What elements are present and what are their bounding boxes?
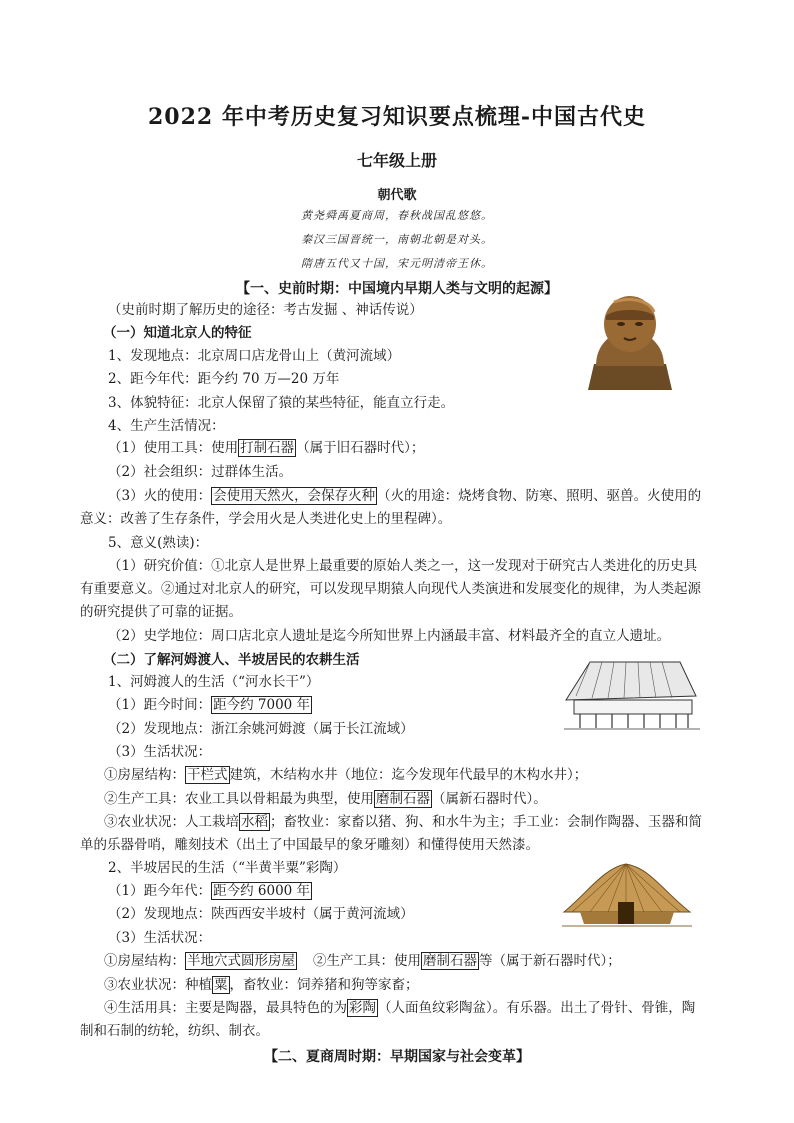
text: ②生产工具：使用 — [313, 953, 421, 969]
text: ，畜牧业：饲养猪和狗等家畜； — [229, 977, 419, 993]
section-heading: 【一、史前时期：中国境内早期人类与文明的起源】 — [236, 281, 558, 297]
text: （1）距今时间： — [108, 697, 212, 713]
peking-man-bust-image — [574, 294, 686, 394]
paragraph — [104, 812, 702, 832]
part1-title: （一）知道北京人的特征 — [103, 325, 252, 341]
text: 建筑，木结构水井（地位：迄今发现年代最早的木构水井）； — [229, 767, 588, 783]
paragraph: （2）史学地位：周口店北京人遗址是迄今所知世界上内涵最丰富、材料最齐全的直立人遗址。 — [108, 628, 671, 644]
key-term-box: 打制石器 — [240, 440, 295, 456]
poem-line: 黄尧舜禹夏商周，春秋战国乱悠悠。 — [301, 209, 493, 222]
poem-title: 朝代歌 — [377, 188, 417, 203]
page-title: 2022 年中考历史复习知识要点梳理-中国古代史 — [147, 104, 647, 130]
key-term-box: 水稻 — [241, 814, 268, 830]
text: （1）使用工具：使用 — [108, 440, 239, 456]
paragraph: 制和石制的纺轮，纺织、制衣。 — [80, 1023, 269, 1039]
key-term-box: 粟 — [214, 977, 228, 993]
section-heading: 【二、夏商周时期：早期国家与社会变革】 — [264, 1049, 530, 1065]
key-term-box: 距今约 6000 年 — [213, 883, 311, 899]
page-subtitle: 七年级上册 — [356, 151, 437, 170]
key-term-box: 半地穴式圆形房屋 — [187, 953, 295, 969]
paragraph — [104, 998, 695, 1018]
paragraph: 2、距今年代：距今约 70 万—20 万年 — [108, 371, 340, 387]
text: ；畜牧业：家畜以猪、狗、和水牛为主；手工业：会制作陶器、玉器和简 — [270, 814, 702, 830]
key-term-box: 磨制石器 — [423, 953, 477, 969]
paragraph: （2）社会组织：过群体生活。 — [108, 464, 293, 480]
text: （属于旧石器时代）； — [296, 440, 425, 456]
key-term-box: 会使用天然火，会保存火种 — [213, 488, 376, 504]
text: ④生活用具：主要是陶器，最具特色的为 — [104, 1000, 347, 1016]
text: ③农业状况：种植 — [104, 977, 212, 993]
text: （1）距今年代： — [108, 883, 212, 899]
paragraph: 4、生产生活情况： — [108, 418, 225, 434]
paragraph: 2、半坡居民的生活（“半黄半粟”彩陶） — [108, 860, 347, 876]
paragraph: 有重要意义。②通过对北京人的研究，可以发现早期猿人向现代人类演进和发展变化的规律，为人类起源 — [80, 581, 701, 597]
paragraph — [104, 951, 621, 971]
text: （属新石器时代）。 — [432, 791, 547, 807]
paragraph: （2）发现地点：陕西西安半坡村（属于黄河流域） — [108, 906, 414, 922]
key-term-box: 距今约 7000 年 — [213, 697, 311, 713]
stilt-house-image — [560, 656, 702, 732]
round-hut-image — [560, 862, 694, 932]
intro-text: （史前时期了解历史的途径：考古发掘 、神话传说） — [108, 302, 423, 318]
paragraph: 1、河姆渡人的生活（“河水长干”） — [108, 674, 320, 690]
text: （人面鱼纹彩陶盆）。有乐器。出土了骨针、骨锥，陶 — [378, 1000, 696, 1016]
paragraph — [104, 765, 587, 785]
paragraph: 1、发现地点：北京周口店龙骨山上（黄河流域） — [108, 348, 401, 364]
paragraph: 的研究提供了可靠的证据。 — [80, 604, 242, 620]
text: ③农业状况：人工栽培 — [104, 814, 239, 830]
paragraph: 5、意义(熟读)： — [108, 535, 209, 551]
part2-title: （二）了解河姆渡人、半坡居民的农耕生活 — [103, 652, 360, 668]
paragraph — [108, 695, 312, 715]
key-term-box: 磨制石器 — [376, 791, 430, 807]
poem-line: 秦汉三国晋统一，南朝北朝是对头。 — [301, 233, 493, 246]
paragraph: （2）发现地点：浙江余姚河姆渡（属于长江流域） — [108, 721, 414, 737]
paragraph: （3）生活状况： — [108, 744, 212, 760]
paragraph: （1）研究价值：①北京人是世界上最重要的原始人类之一，这一发现对于研究古人类进化的历史具 — [108, 558, 698, 574]
text: ①房屋结构： — [104, 767, 185, 783]
paragraph: 意义：改善了生存条件，学会用火是人类进化史上的里程碑）。 — [80, 511, 452, 527]
key-term-box: 干栏式 — [187, 767, 228, 783]
text: （3）火的使用： — [108, 488, 212, 504]
text: （火的用途：烧烤食物、防寒、照明、驱兽。火使用的 — [377, 488, 702, 504]
paragraph — [104, 789, 547, 809]
poem-line: 隋唐五代又十国，宋元明清帝王休。 — [301, 257, 493, 270]
text: ②生产工具：农业工具以骨耜最为典型，使用 — [104, 791, 374, 807]
paragraph — [108, 486, 701, 506]
paragraph — [108, 438, 424, 458]
paragraph — [104, 975, 419, 995]
text: 等（属于新石器时代）； — [479, 953, 621, 969]
text: ①房屋结构： — [104, 953, 185, 969]
paragraph — [108, 881, 312, 901]
paragraph: （3）生活状况： — [108, 930, 212, 946]
paragraph: 单的乐器骨哨，雕刻技术（出土了中国最早的象牙雕刻）和懂得使用天然漆。 — [80, 837, 539, 853]
paragraph: 3、体貌特征：北京人保留了猿的某些特征，能直立行走。 — [108, 395, 455, 411]
key-term-box: 彩陶 — [349, 1000, 376, 1016]
